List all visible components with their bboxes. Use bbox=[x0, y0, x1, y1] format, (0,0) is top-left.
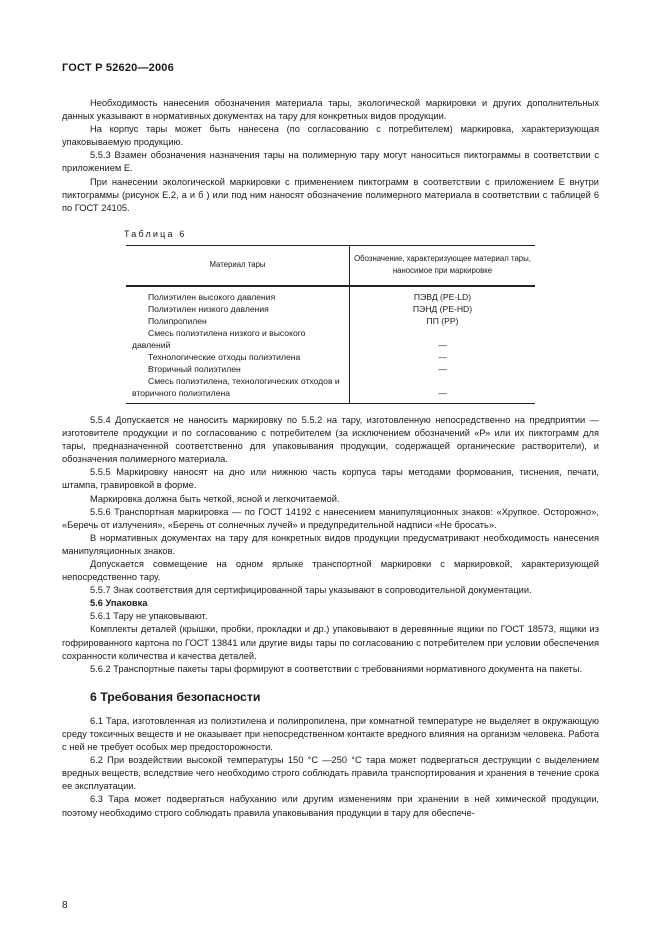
paragraph: На корпус тары может быть нанесена (по согласованию с потребителем) маркировка, характеризующая упаковываемую продукцию. bbox=[62, 124, 599, 148]
table-cell-material: Полиэтилен низкого давления bbox=[148, 303, 269, 314]
table-cell-designation: — bbox=[438, 363, 447, 374]
paragraph: 5.5.4 Допускается не наносить маркировку по 5.5.2 на тару, изготовленную непосредственно на предприятии — изготовителе продукции и по согласованию с потребителем (за исключением обозначений «Р» или их пиктограмм для тары, предназначенной соответственно для упаковывания продукции, содержащей органические растворители), и обозначения полимерного материала. bbox=[62, 414, 599, 465]
paragraph: При нанесении экологической маркировки с применением пиктограмм в соответствии с приложением Е внутри пиктограммы (рисунок Е.2, а и б ) или под ним наносят обозначение полимерного материала в соответствии с таблицей 6 по ГОСТ 24105. bbox=[62, 176, 599, 213]
document-header: ГОСТ Р 52620—2006 bbox=[62, 62, 174, 74]
paragraph: 6.3 Тара может подвергаться набуханию или другим изменениям при хранении в ней химической продукции, поэтому необходимо строго соблюдать правила упаковывания продукции в тару для обеспече- bbox=[62, 794, 599, 818]
section-title: 6 Требования безопасности bbox=[90, 689, 261, 704]
paragraph: 5.6.2 Транспортные пакеты тары формируют в соответствии с требованиями нормативного документа на пакеты. bbox=[90, 663, 583, 674]
table-row bbox=[126, 315, 535, 327]
paragraph: Необходимость нанесения обозначения материала тары, экологической маркировки и других дополнительных данных указывают в нормативных документах на тару для конкретных видов продукции. bbox=[62, 98, 599, 122]
paragraph: В нормативных документах на тару для конкретных видов продукции предусматривают необходимость нанесения манипуляционных знаков. bbox=[62, 532, 599, 556]
table-row bbox=[126, 286, 535, 303]
table-header-material: Материал тары bbox=[126, 245, 350, 286]
table-row bbox=[126, 327, 535, 351]
document-body bbox=[62, 97, 599, 820]
table-cell-material: Технологические отходы полиэтилена bbox=[148, 351, 301, 362]
paragraph: 5.6.1 Тару не упаковывают. bbox=[90, 611, 208, 622]
paragraph: Комплекты деталей (крышки, пробки, прокладки и др.) упаковывают в деревянные ящики по ГОСТ 18573, ящики из гофрированного картона по ГОСТ 13841 или другие виды тары по согласованию с потребителем при условии обеспечения сохранности количества и качества деталей. bbox=[62, 624, 599, 661]
table-cell-designation: ПП (PP) bbox=[426, 315, 459, 326]
table-cell-material: Вторичный полиэтилен bbox=[148, 363, 241, 374]
table-cell-designation: ПЭНД (PE-HD) bbox=[412, 303, 473, 314]
paragraph: Допускается совмещение на одном ярлыке транспортной маркировки с маркировкой, характеризующей непосредственно тару. bbox=[62, 558, 599, 583]
paragraph: 5.5.3 Взамен обозначения назначения тары на полимерную тару могут наноситься пиктограммы в соответствии с приложением Е. bbox=[62, 150, 599, 174]
paragraph: 5.5.5 Маркировку наносят на дно или нижнюю часть корпуса тары методами формования, тиснения, печати, штампа, гравировкой в форме. bbox=[62, 467, 599, 491]
table-cell-designation: — bbox=[438, 339, 447, 350]
table-row bbox=[126, 375, 535, 404]
table-cell-material: Смесь полиэтилена низкого и высокого давлений bbox=[132, 327, 306, 350]
paragraph: 5.5.7 Знак соответствия для сертифицированной тары указывают в сопроводительной документации. bbox=[90, 585, 532, 596]
table-header-designation: Обозначение, характеризующее материал тары, наносимое при маркировке bbox=[350, 245, 536, 286]
table-cell-designation: — bbox=[350, 375, 536, 404]
table-cell-designation: ПЭВД (PE-LD) bbox=[413, 291, 472, 302]
table-row bbox=[126, 303, 535, 315]
table-caption: Таблица 6 bbox=[124, 228, 187, 239]
table-cell-designation: — bbox=[438, 351, 447, 362]
paragraph: Маркировка должна быть четкой, ясной и легкочитаемой. bbox=[90, 493, 340, 504]
materials-table bbox=[126, 245, 535, 404]
paragraph: 5.5.6 Транспортная маркировка — по ГОСТ 14192 с нанесением манипуляционных знаков: «Хрупкое. Осторожно», «Беречь от излучения», «Беречь от солнечных лучей» и предупредительной надписи «Не бросать». bbox=[62, 506, 599, 530]
table-cell-material: Смесь полиэтилена, технологических отходов и вторичного полиэтилена bbox=[132, 375, 340, 398]
page-number: 8 bbox=[62, 900, 68, 911]
table-row bbox=[126, 363, 535, 375]
paragraph: 6.1 Тара, изготовленная из полиэтилена и полипропилена, при комнатной температуре не выделяет в окружающую среду токсичных веществ и не оказывает при непосредственном контакте вредного влияния на организм человека. Работа с ней не требует особых мер предосторожности. bbox=[62, 715, 599, 753]
paragraph: 6.2 При воздействии высокой температуры 150 °С —250 °С тара может подвергаться деструкции с выделением вредных веществ, вследствие чего необходимо строго соблюдать правила транспортирования и хранения в течение срока ее эксплуатации. bbox=[62, 755, 599, 792]
table-row bbox=[126, 351, 535, 363]
subsection-title: 5.6 Упаковка bbox=[90, 598, 148, 609]
table-cell-material: Полипропилен bbox=[148, 315, 207, 326]
table-cell-material: Полиэтилен высокого давления bbox=[148, 291, 276, 302]
